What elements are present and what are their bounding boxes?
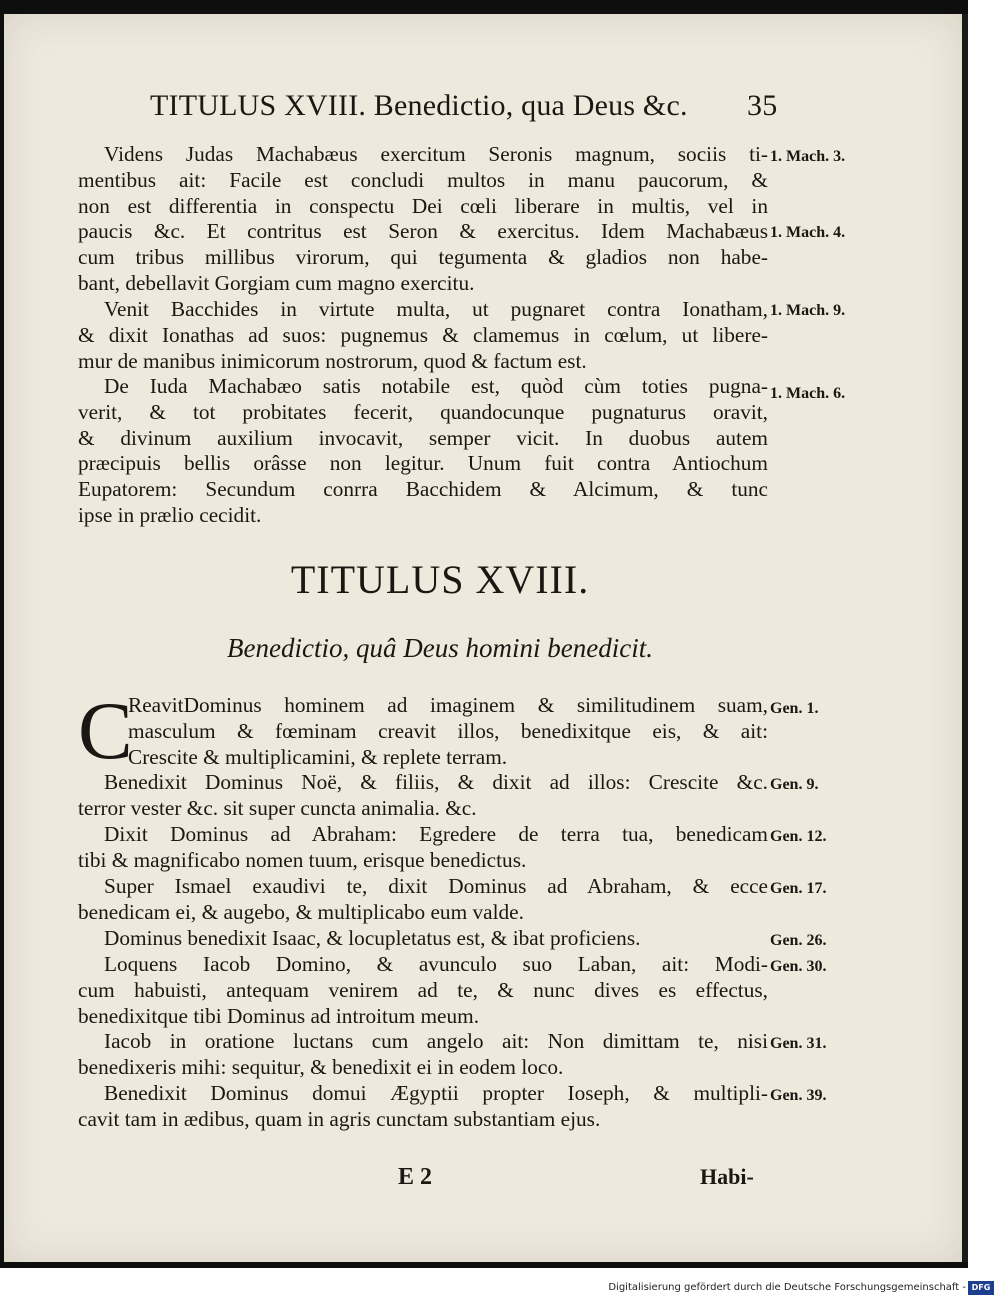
drop-cap: C <box>78 685 133 776</box>
margin-note: Gen. 30. <box>770 958 827 975</box>
text-line: cum habuisti, antequam venirem ad te, & nunc dives es effectus, <box>78 977 768 1002</box>
text-line: bant, debellavit Gorgiam cum magno exercitu. <box>78 270 475 295</box>
text-line: Benedixit Dominus domui Ægyptii propter Ioseph, & multipli- <box>104 1081 768 1105</box>
text-line: terror vester &c. sit super cuncta animalia. &c. <box>78 795 477 820</box>
text-line: paucis &c. Et contritus est Seron & exercitus. Idem Machabæus <box>78 219 768 244</box>
section-subtitle: Benedictio, quâ Deus homini benedicit. <box>227 633 653 663</box>
margin-note: Gen. 17. <box>770 880 827 897</box>
text-line: Iacob in oratione luctans cum angelo ait: Non dimittam te, nisi <box>104 1029 768 1053</box>
margin-note: Gen. 26. <box>770 932 827 949</box>
paragraph-1 <box>78 142 768 297</box>
text-line: mentibus ait: Facile est concludi multos in manu paucorum, & <box>78 167 768 192</box>
paragraph-7 <box>78 874 768 926</box>
text-line: Videns Judas Machabæus exercitum Seronis magnum, sociis ti- <box>104 142 768 166</box>
text-line: Loquens Iacob Domino, & avunculo suo Laban, ait: Modi- <box>104 952 768 976</box>
paragraph-4 <box>78 693 768 770</box>
paragraph-6 <box>78 822 768 874</box>
signature-mark: E 2 <box>398 1164 433 1190</box>
page-number: 35 <box>747 89 778 122</box>
text-line: benedixitque tibi Dominus ad introitum meum. <box>78 1003 480 1028</box>
paragraph-8 <box>78 926 768 952</box>
text-line: Dominus benedixit Isaac, & locupletatus est, & ibat proficiens. <box>104 926 641 950</box>
text-line: Super Ismael exaudivi te, dixit Dominus ad Abraham, & ecce <box>104 874 768 898</box>
catchword: Habi- <box>700 1164 754 1189</box>
margin-note: Gen. 9. <box>770 776 819 793</box>
running-head <box>150 86 790 126</box>
paragraph-11 <box>78 1081 768 1133</box>
margin-note: Gen. 31. <box>770 1035 827 1052</box>
text-line: Venit Bacchides in virtute multa, ut pugnaret contra Ionatham, <box>104 297 768 321</box>
margin-note: 1. Mach. 9. <box>770 302 846 319</box>
running-head-title: TITULUS XVIII. Benedictio, qua Deus &c. <box>150 89 688 122</box>
page-edge <box>962 14 968 1262</box>
margin-note: Gen. 12. <box>770 828 827 845</box>
text-line: præcipuis bellis orâsse non legitur. Unum fuit contra Antiochum <box>78 451 768 476</box>
text-line: Benedixit Dominus Noë, & filiis, & dixit ad illos: Crescite &c. <box>104 770 768 794</box>
margin-note: 1. Mach. 4. <box>770 224 846 241</box>
margin-note: 1. Mach. 3. <box>770 148 846 165</box>
digitization-credit <box>608 1281 966 1295</box>
paragraph-5 <box>78 770 768 822</box>
text-line: Crescite & multiplicamini, & replete terram. <box>128 744 508 769</box>
text-line: masculum & fœminam creavit illos, benedixitque eis, & ait: <box>128 718 768 743</box>
text-line: ReavitDominus hominem ad imaginem & similitudinem suam, <box>128 693 768 717</box>
text-line: benedicam ei, & augebo, & multiplicabo eum valde. <box>78 899 524 924</box>
dfg-logo-icon: DFG <box>968 1281 994 1295</box>
text-line: & dixit Ionathas ad suos: pugnemus & clamemus in cœlum, ut libere- <box>78 322 768 347</box>
text-line: mur de manibus inimicorum nostrorum, quod & factum est. <box>78 348 587 373</box>
margin-note: Gen. 1. <box>770 700 819 717</box>
text-line: cum tribus millibus virorum, qui tegumenta & gladios non habe- <box>78 245 768 270</box>
text-line: ipse in prælio cecidit. <box>78 502 262 527</box>
margin-note: 1. Mach. 6. <box>770 385 846 402</box>
text-line: & divinum auxilium invocavit, semper vicit. In duobus autem <box>78 425 768 450</box>
text-line: De Iuda Machabæo satis notabile est, quòd cùm toties pugna- <box>104 374 768 398</box>
text-line: cavit tam in ædibus, quam in agris cunctam substantiam ejus. <box>78 1106 601 1131</box>
paragraph-9 <box>78 952 768 1029</box>
text-line: Eupatorem: Secundum conrra Bacchidem & Alcimum, & tunc <box>78 477 768 502</box>
paragraph-3 <box>78 374 768 529</box>
text-line: tibi & magnificabo nomen tuum, erisque benedictus. <box>78 847 527 872</box>
section-title: TITULUS XVIII. <box>290 557 590 602</box>
text-line: verit, & tot probitates fecerit, quandocunque pugnaturus oravit, <box>78 399 768 424</box>
text-line: Dixit Dominus ad Abraham: Egredere de terra tua, benedicam <box>104 822 768 846</box>
paragraph-2 <box>78 297 768 374</box>
text-line: benedixeris mihi: sequitur, & benedixit ei in eodem loco. <box>78 1054 564 1079</box>
paragraph-10 <box>78 1029 768 1081</box>
text-line: non est differentia in conspectu Dei cœli liberare in multis, vel in <box>78 193 768 218</box>
margin-note: Gen. 39. <box>770 1087 827 1104</box>
credit-text: Digitalisierung gefördert durch die Deutsche Forschungsgemeinschaft - <box>608 1282 966 1293</box>
